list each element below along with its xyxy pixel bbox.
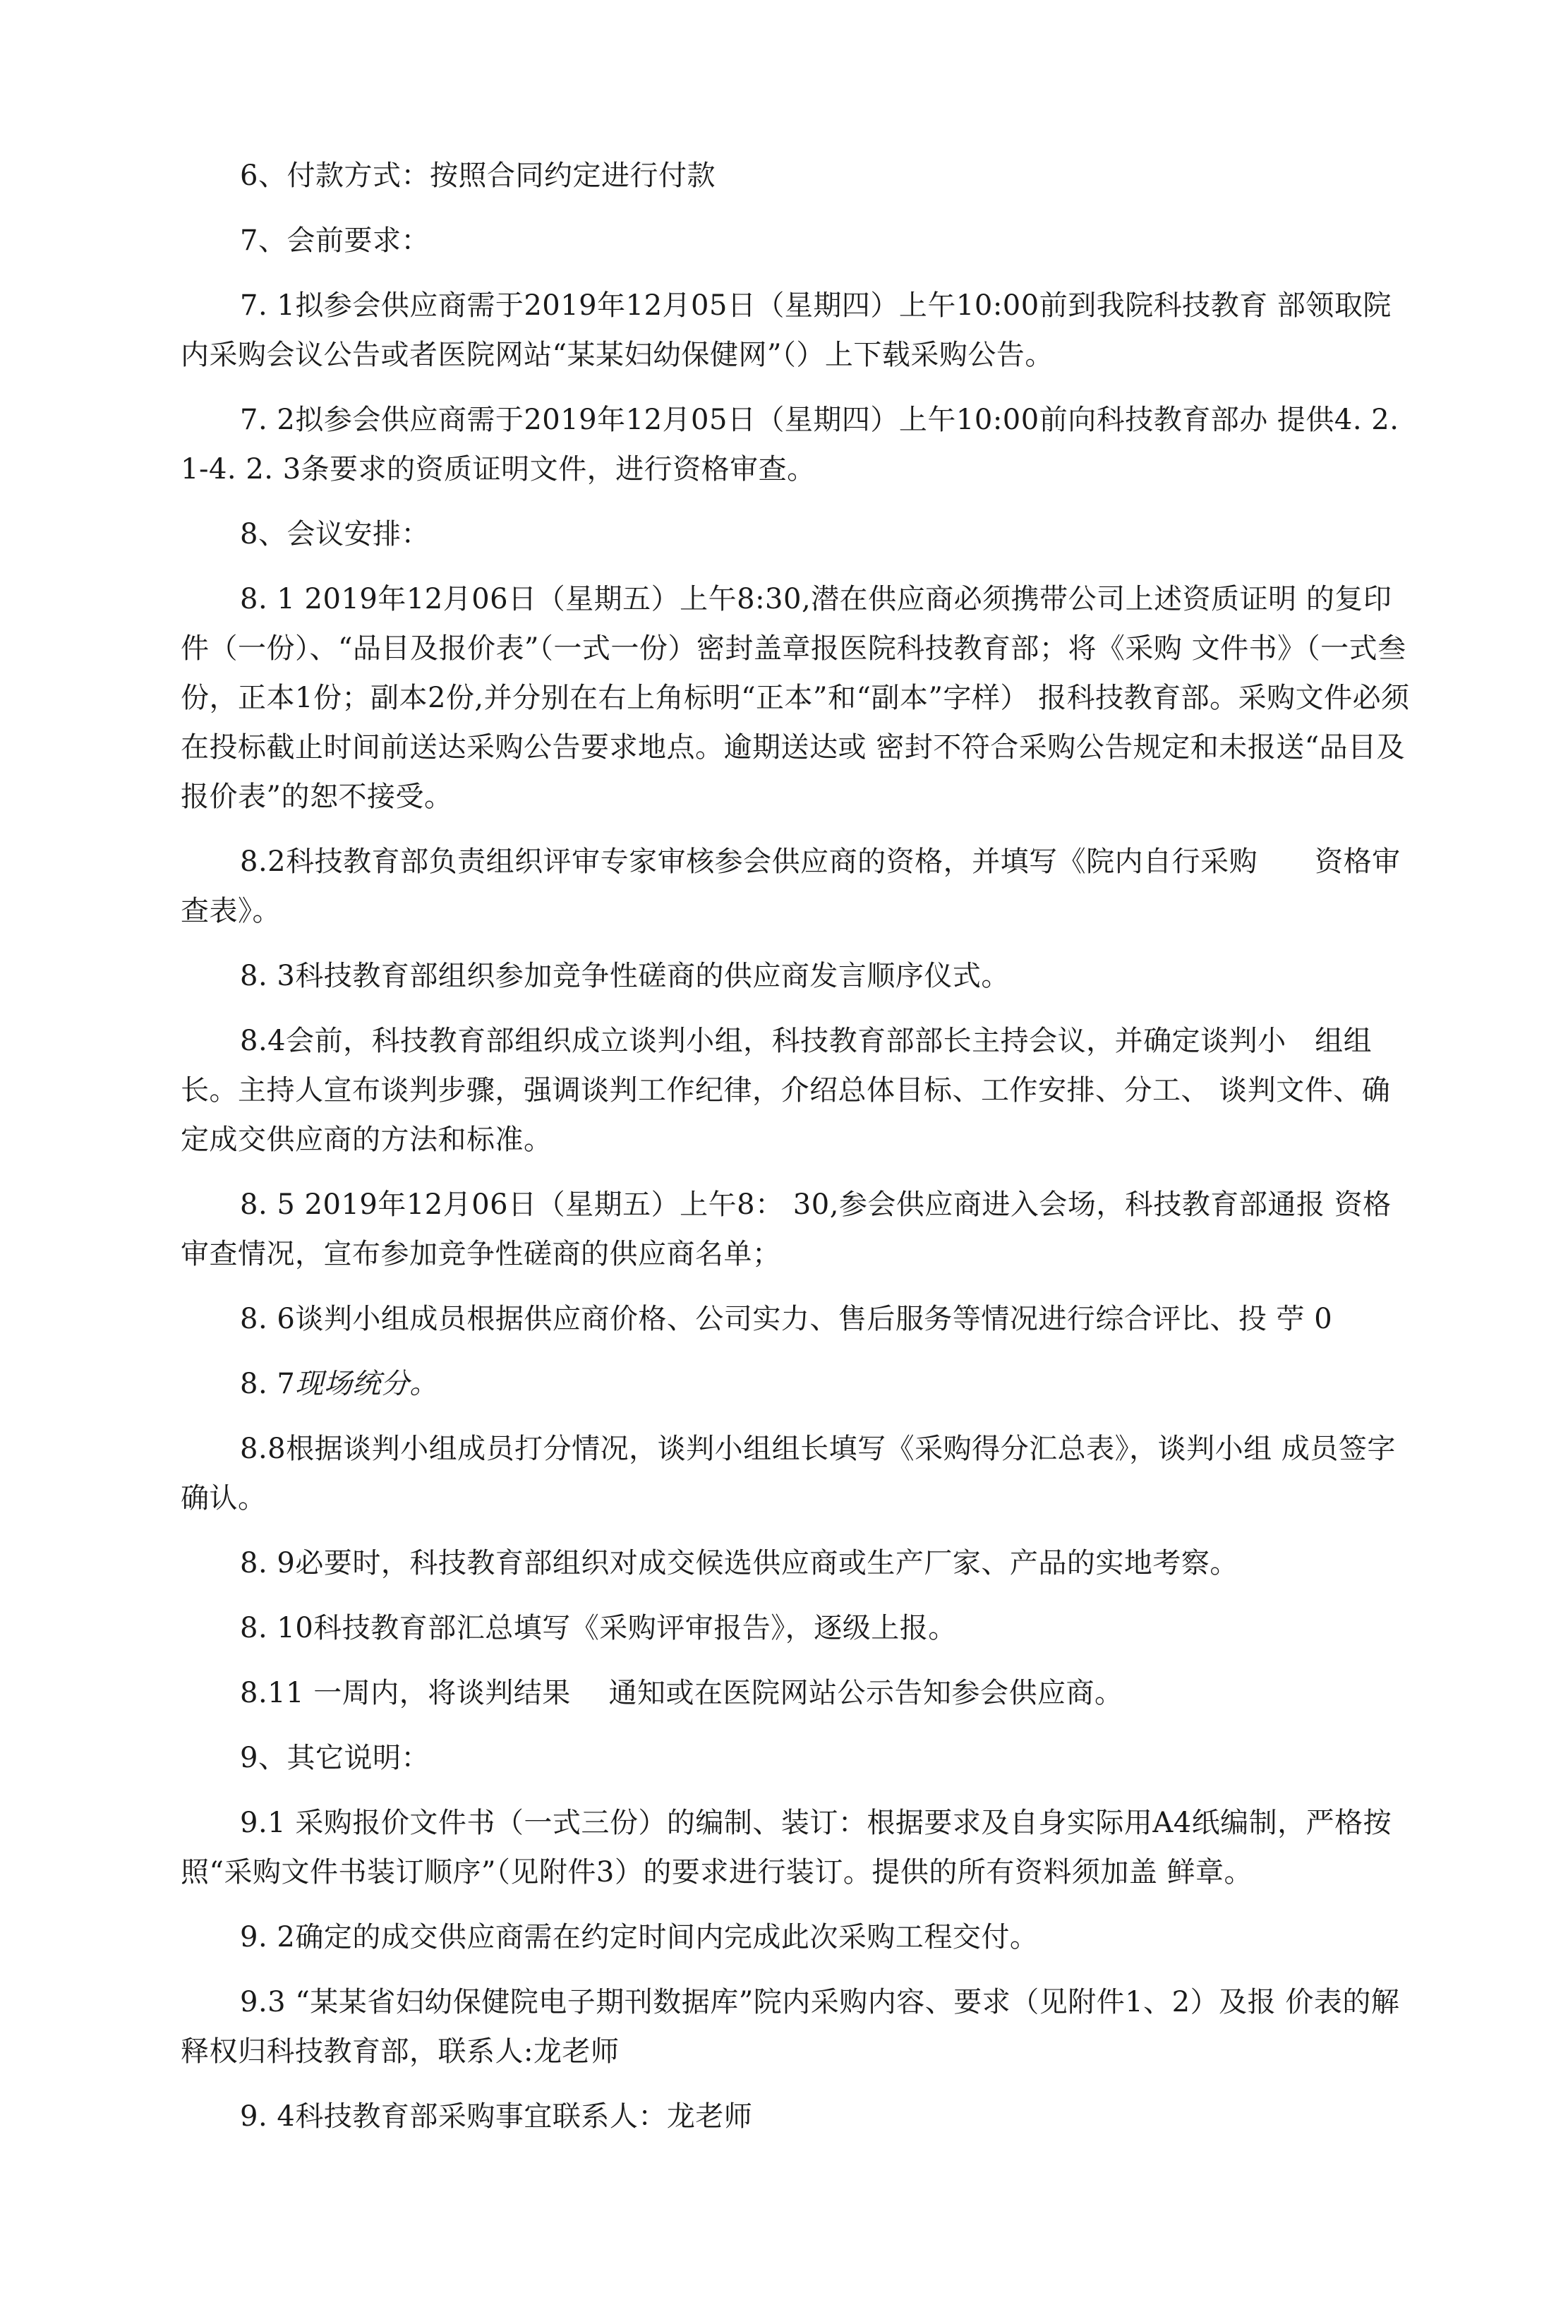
paragraph-meeting-arrangement-heading: 8、会议安排： [240, 518, 430, 550]
paragraph-8-9: 8. 9必要时，科技教育部组织对成交候选供应商或生产厂家、产品的实地考察。 [240, 1547, 1238, 1579]
paragraph-9-2: 9. 2确定的成交供应商需在约定时间内完成此次采购工程交付。 [240, 1921, 1039, 1953]
paragraph-7-2: 7. 2拟参会供应商需于2019年12月05日（星期四）上午10:00前向科技教育部办 提供4. 2. 1-4. 2. 3条要求的资质证明文件，进行资格审查。 [181, 404, 1409, 486]
paragraph-8-7-italic-text: 现场统分。 [295, 1368, 438, 1400]
paragraph-8-3: 8. 3科技教育部组织参加竞争性磋商的供应商发言顺序仪式。 [240, 960, 1010, 992]
paragraph-payment-method: 6、付款方式：按照合同约定进行付款 [240, 159, 716, 192]
paragraph-8-8: 8.8根据谈判小组成员打分情况，谈判小组组长填写《采购得分汇总表》，谈判小组 成员签字确认。 [181, 1433, 1396, 1515]
paragraph-8-11: 8.11 一周内，将谈判结果 通知或在医院网站公示告知参会供应商。 [240, 1677, 1123, 1709]
paragraph-pre-meeting-heading: 7、会前要求： [240, 224, 430, 257]
paragraph-other-notes-heading: 9、其它说明： [240, 1742, 430, 1774]
paragraph-8-2: 8.2科技教育部负责组织评审专家审核参会供应商的资格，并填写《院内自行采购 资格审查表》。 [181, 845, 1401, 927]
paragraph-8-10: 8. 10科技教育部汇总填写《采购评审报告》，逐级上报。 [240, 1612, 957, 1644]
paragraph-9-1: 9.1 采购报价文件书（一式三份）的编制、装订：根据要求及自身实际用A4纸编制，严格按照“采购文件书装订顺序”（见附件3）的要求进行装订。提供的所有资料须加盖 鲜章。 [181, 1807, 1392, 1889]
paragraph-8-1: 8. 1 2019年12月06日（星期五）上午8:30,潜在供应商必须携带公司上述资质证明 的复印件（一份）、“品目及报价表”（一式一份）密封盖章报医院科技教育部；将《采购 文件书》（一式叁份，正本1份；副本2份,并分别在右上角标明“正本”和“副本”字样） 报科技教育部。采购文件必须在投标截止时间前送达采购公告要求地点。逾期送达或 密封不符合采购公告规定和未报送“品目及报价表”的恕不接受。 [181, 583, 1410, 813]
paragraph-8-7 [181, 1359, 1413, 1409]
paragraph-8-4: 8.4会前，科技教育部组织成立谈判小组，科技教育部部长主持会议，并确定谈判小 组组长。主持人宣布谈判步骤，强调谈判工作纪律，介绍总体目标、工作安排、分工、 谈判文件、确定成交供应商的方法和标准。 [181, 1025, 1391, 1156]
paragraph-8-6: 8. 6谈判小组成员根据供应商价格、公司实力、售后服务等情况进行综合评比、投 苧 0 [240, 1303, 1333, 1335]
paragraph-9-3: 9.3 “某某省妇幼保健院电子期刊数据库”院内采购内容、要求（见附件1、2）及报 价表的解释权归科技教育部，联系人:龙老师 [181, 1986, 1400, 2068]
paragraph-7-1: 7. 1拟参会供应商需于2019年12月05日（星期四）上午10:00前到我院科技教育 部领取院内采购会议公告或者医院网站“某某妇幼保健网”（）上下载采购公告。 [181, 289, 1392, 371]
paragraph-8-5: 8. 5 2019年12月06日（星期五）上午8： 30,参会供应商进入会场，科技教育部通报 资格审查情况，宣布参加竞争性磋商的供应商名单； [181, 1188, 1392, 1270]
paragraph-9-4: 9. 4科技教育部采购事宜联系人：龙老师 [240, 2100, 753, 2133]
paragraph-8-7-number: 8. 7 [240, 1368, 296, 1400]
